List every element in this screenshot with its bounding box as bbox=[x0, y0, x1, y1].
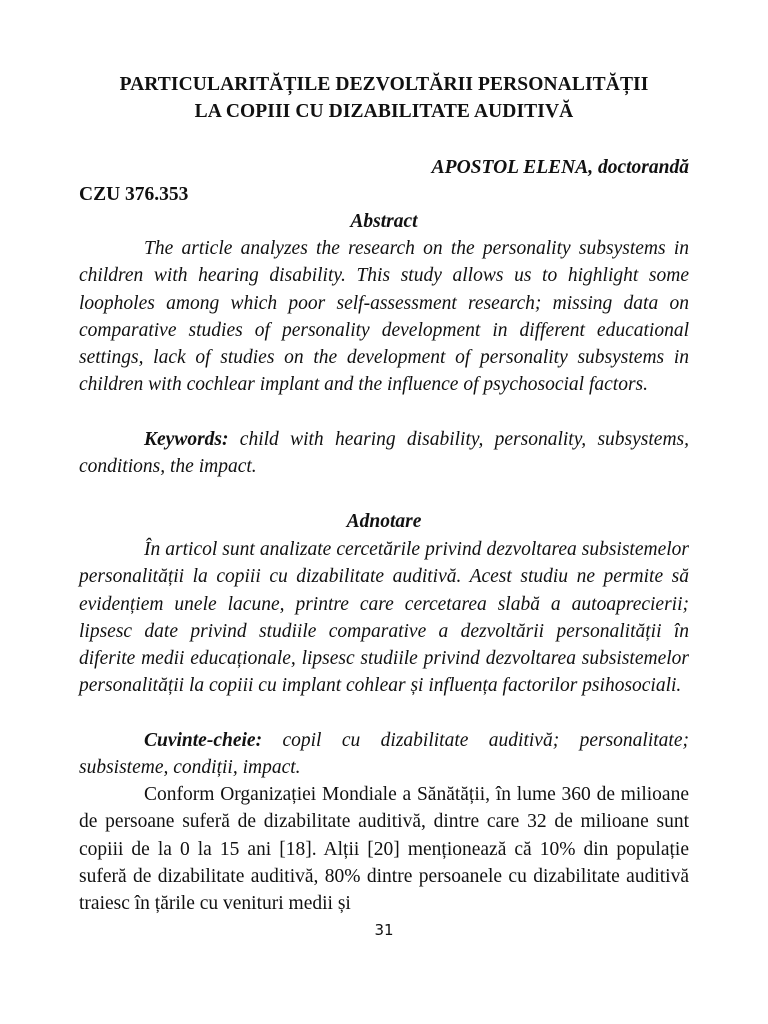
abstract-heading: Abstract bbox=[350, 211, 418, 232]
cuvinte-cheie-paragraph bbox=[79, 727, 689, 782]
author-name: APOSTOL ELENA, doctorandă bbox=[431, 157, 689, 178]
czu-code: CZU 376.353 bbox=[79, 184, 189, 205]
keywords-paragraph bbox=[79, 426, 689, 481]
page-number: 31 bbox=[374, 921, 394, 939]
article-title-line-2: LA COPIII CU DIZABILITATE AUDITIVĂ bbox=[194, 101, 574, 122]
abstract-text: The article analyzes the research on the personality subsystems in children with hearing disability. This study allows us to highlight some loopholes among which poor self-assessment research; missing data on comparative studies of personality development in different educational settings, lack of studies on the development of personality subsystems in children with cochlear implant and the influence of psychosocial factors. bbox=[79, 238, 689, 396]
keywords-text: child with hearing disability, personality, subsystems, conditions, the impact. bbox=[79, 429, 689, 478]
cuvinte-cheie-text: copil cu dizabilitate auditivă; personalitate; subsisteme, condiții, impact. bbox=[79, 730, 689, 779]
cuvinte-cheie-label: Cuvinte-cheie: bbox=[144, 730, 263, 751]
article-title-line-1: PARTICULARITĂȚILE DEZVOLTĂRII PERSONALITĂȚII bbox=[119, 74, 649, 95]
keywords-label: Keywords: bbox=[144, 429, 229, 450]
body-paragraph: Conform Organizației Mondiale a Sănătății, în lume 360 de milioane de persoane suferă de dizabilitate auditivă, dintre care 32 de milioane sunt copiii de la 0 la 15 ani [18]. Alții [20] menționează că 10% din populație suferă de dizabilitate auditivă, 80% dintre persoanele cu dizabilitate auditivă traiesc în țările cu venituri medii și bbox=[79, 784, 689, 915]
adnotare-heading: Adnotare bbox=[346, 511, 422, 532]
adnotare-text: În articol sunt analizate cercetările privind dezvoltarea subsistemelor personalității la copiii cu dizabilitate auditivă. Acest studiu ne permite să evidențiem unele lacune, printre care cercetarea slabă a autoaprecierii; lipsesc date privind studiile comparative a dezvoltării personalității în diferite medii educaționale, lipsesc studiile privind dezvoltarea subsistemelor personalității la copiii cu implant cohlear și influența factorilor psihosociali. bbox=[79, 539, 689, 697]
